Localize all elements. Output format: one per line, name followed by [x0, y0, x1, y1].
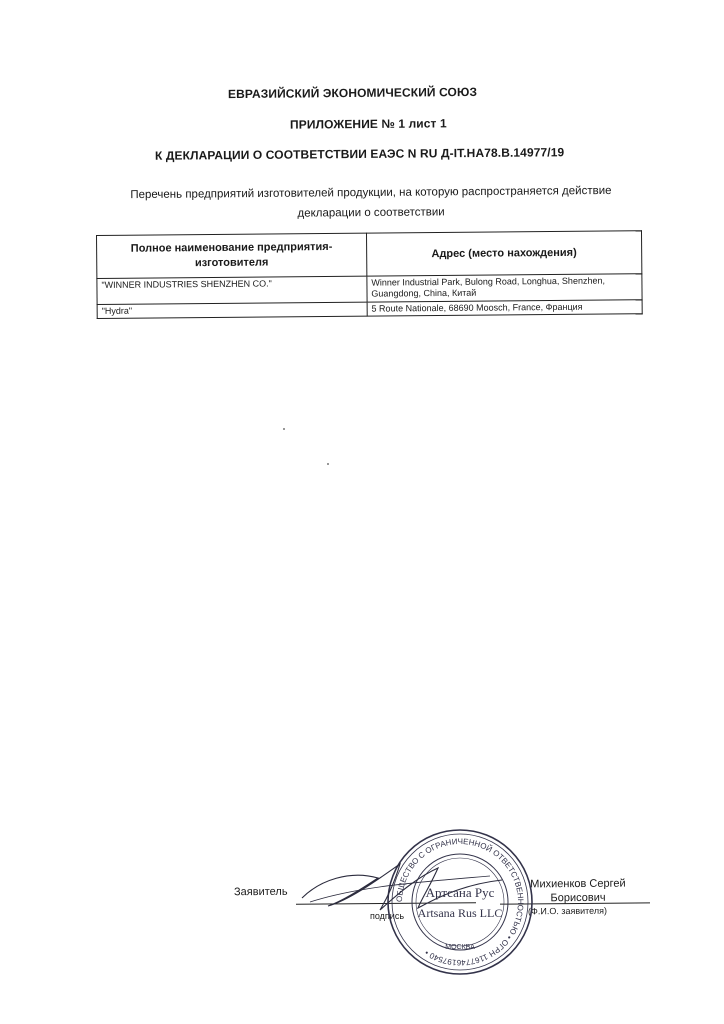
applicant-label: Заявитель: [233, 885, 288, 899]
manufacturer-address: Winner Industrial Park, Bulong Road, Longhua, Shenzhen, Guangdong, China, Китай: [367, 274, 642, 302]
header-address: Адрес (место нахождения): [366, 231, 641, 276]
signature-stroke: [302, 864, 502, 910]
manufacturers-table: [96, 230, 643, 319]
applicant-name-line-1: Михиенков Сергей: [530, 877, 626, 891]
applicant-name-line-2: Борисович: [550, 891, 606, 905]
intro-line-2: декларации о соответствии: [297, 206, 445, 220]
header-name-line-1: Полное наименование предприятия-: [130, 240, 333, 255]
stamp-ring-4: [416, 858, 504, 946]
signature-underline: [310, 876, 490, 902]
scan-speck: [327, 463, 329, 465]
header-name: [97, 233, 367, 278]
header-appendix: ПРИЛОЖЕНИЕ № 1 лист 1: [289, 116, 447, 132]
intro-line-1: Перечень предприятий изготовителей продукции, на которую распространяется действие: [130, 184, 612, 202]
stamp-center-top: Артсана Рус: [425, 885, 495, 900]
manufacturer-name: "WINNER INDUSTRIES SHENZHEN CO.": [97, 276, 367, 304]
scan-speck: [283, 428, 285, 430]
stamp-outer-ring: [388, 830, 532, 974]
name-line: [500, 902, 650, 904]
stamp-inner-ring: [412, 854, 508, 950]
stamp-city: МОСКВА: [445, 944, 475, 951]
stamp-center-bottom: Artsana Rus LLC: [417, 906, 503, 920]
fio-caption: (Ф.И.О. заявителя): [527, 905, 608, 917]
signature-line: [296, 902, 476, 905]
applicant-name: [508, 876, 648, 905]
manufacturer-address: 5 Route Nationale, 68690 Moosch, France, Франция: [367, 300, 642, 316]
intro-text: [106, 181, 636, 226]
company-stamp: [385, 827, 535, 977]
header-union: ЕВРАЗИЙСКИЙ ЭКОНОМИЧЕСКИЙ СОЮЗ: [227, 84, 478, 102]
signature-caption: подпись: [370, 911, 405, 921]
table-header-row: [97, 231, 642, 279]
manufacturer-name: "Hydra": [97, 302, 367, 318]
stamp-ring-text: ОБЩЕСТВО С ОГРАНИЧЕННОЙ ОТВЕТСТВЕННОСТЬЮ • ОГРН 1167746197540 •: [394, 836, 526, 968]
handwritten-signature: [290, 850, 510, 920]
header-declaration: К ДЕКЛАРАЦИИ О СООТВЕТСТВИИ ЕАЭС N RU Д-IT.НА78.В.14977/19: [154, 145, 565, 163]
stamp-ring-2: [392, 834, 528, 970]
header-name-line-2: изготовителя: [194, 256, 269, 270]
